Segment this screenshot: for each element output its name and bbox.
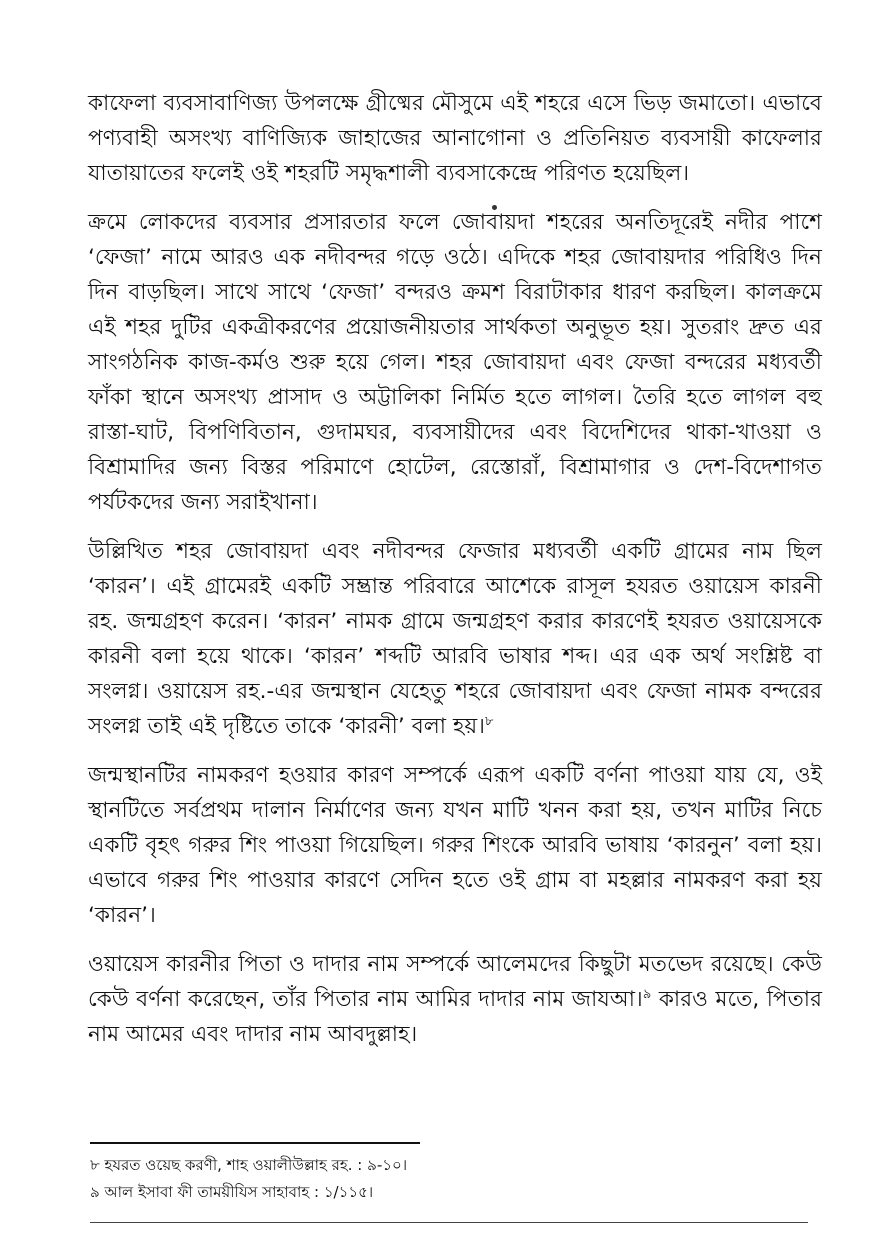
paragraph-5 <box>88 947 822 1052</box>
paragraph-3 <box>88 534 822 744</box>
paragraph-5-continuation: কারও মতে, পিতার নাম আমের এবং দাদার নাম আবদুল্লাহ। <box>88 987 823 1047</box>
footnote-mark-9: ৯ <box>642 986 652 1002</box>
scan-speck <box>492 205 497 210</box>
footnotes <box>90 1152 790 1206</box>
page-bottom-rule <box>90 1222 808 1223</box>
paragraph-5-text: ওয়ায়েস কারনীর পিতা ও দাদার নাম সম্পর্কে আলেমদের কিছুটা মতভেদ রয়েছে। কেউ কেউ বর্ণনা করেছেন, তাঁর পিতার নাম আমির দাদার নাম জাযআ। <box>88 952 822 1012</box>
paragraph-2: ক্রমে লোকদের ব্যবসার প্রসারতার ফলে জোবায়দা শহরের অনতিদূরেই নদীর পাশে ‘ফেজা’ নামে আরও এক নদীবন্দর গড়ে ওঠে। এদিকে শহর জোবায়দার পরিধিও দিন দিন বাড়ছিল। সাথে সাথে ‘ফেজা’ বন্দরও ক্রমশ বিরাটাকার ধারণ করছিল। কালক্রমে এই শহর দুটির একত্রীকরণের প্রয়োজনীয়তার সার্থকতা অনুভূত হয়। সুতরাং দ্রুত এর সাংগঠনিক কাজ-কর্মও শুরু হয়ে গেল। শহর জোবায়দা এবং ফেজা বন্দরের মধ্যবর্তী ফাঁকা স্থানে অসংখ্য প্রাসাদ ও অট্টালিকা নির্মিত হতে লাগল। তৈরি হতে লাগল বহু রাস্তা-ঘাট, বিপণিবিতান, গুদামঘর, ব্যবসায়ীদের এবং বিদেশিদের থাকা-খাওয়া ও বিশ্রামাদির জন্য বিস্তর পরিমাণে হোটেল, রেস্তোরাঁ, বিশ্রামাগার ও দেশ-বিদেশাগত পর্যটকদের জন্য সরাইখানা। <box>88 210 822 515</box>
footnote-8: ৮ হযরত ওয়েছ করণী, শাহ ওয়ালীউল্লাহ রহ. : ৯-১০। <box>90 1156 408 1174</box>
paragraph-1: কাফেলা ব্যবসাবাণিজ্য উপলক্ষে গ্রীষ্মের মৌসুমে এই শহরে এসে ভিড় জমাতো। এভাবে পণ্যবাহী অসংখ্য বাণিজ্যিক জাহাজের আনাগোনা ও প্রতিনিয়ত ব্যবসায়ী কাফেলার যাতায়াতের ফলেই ওই শহরটি সমৃদ্ধশালী ব্যবসাকেন্দ্রে পরিণত হয়েছিল। <box>88 91 822 186</box>
footnote-mark-8: ৮ <box>485 713 494 729</box>
paragraph-3-text: উল্লিখিত শহর জোবায়দা এবং নদীবন্দর ফেজার মধ্যবর্তী একটি গ্রামের নাম ছিল ‘কারন’। এই গ্রামেরই একটি সম্ভ্রান্ত পরিবারে আশেকে রাসূল হযরত ওয়ায়েস কারনী রহ. জন্মগ্রহণ করেন। ‘কারন’ নামক গ্রামে জন্মগ্রহণ করার কারণেই হযরত ওয়ায়েসকে কারনী বলা হয়ে থাকে। ‘কারন’ শব্দটি আরবি ভাষার শব্দ। এর এক অর্থ সংশ্লিষ্ট বা সংলগ্ন। ওয়ায়েস রহ.-এর জন্মস্থান যেহেতু শহরে জোবায়দা এবং ফেজা নামক বন্দরের সংলগ্ন তাই এই দৃষ্টিতে তাকে ‘কারনী’ বলা হয়। <box>88 539 822 739</box>
footnote-9: ৯ আল ইসাবা ফী তাময়ীযিস সাহাবাহ : ১/১১৫। <box>90 1183 374 1201</box>
footnote-separator <box>90 1142 420 1144</box>
paragraph-4: জন্মস্থানটির নামকরণ হওয়ার কারণ সম্পর্কে এরূপ একটি বর্ণনা পাওয়া যায় যে, ওই স্থানটিতে সর্বপ্রথম দালান নির্মাণের জন্য যখন মাটি খনন করা হয়, তখন মাটির নিচে একটি বৃহৎ গরুর শিং পাওয়া গিয়েছিল। গরুর শিংকে আরবি ভাষায় ‘কারনুন’ বলা হয়। এভাবে গরুর শিং পাওয়ার কারণে সেদিন হতে ওই গ্রাম বা মহল্লার নামকরণ করা হয় ‘কারন’। <box>88 763 822 928</box>
